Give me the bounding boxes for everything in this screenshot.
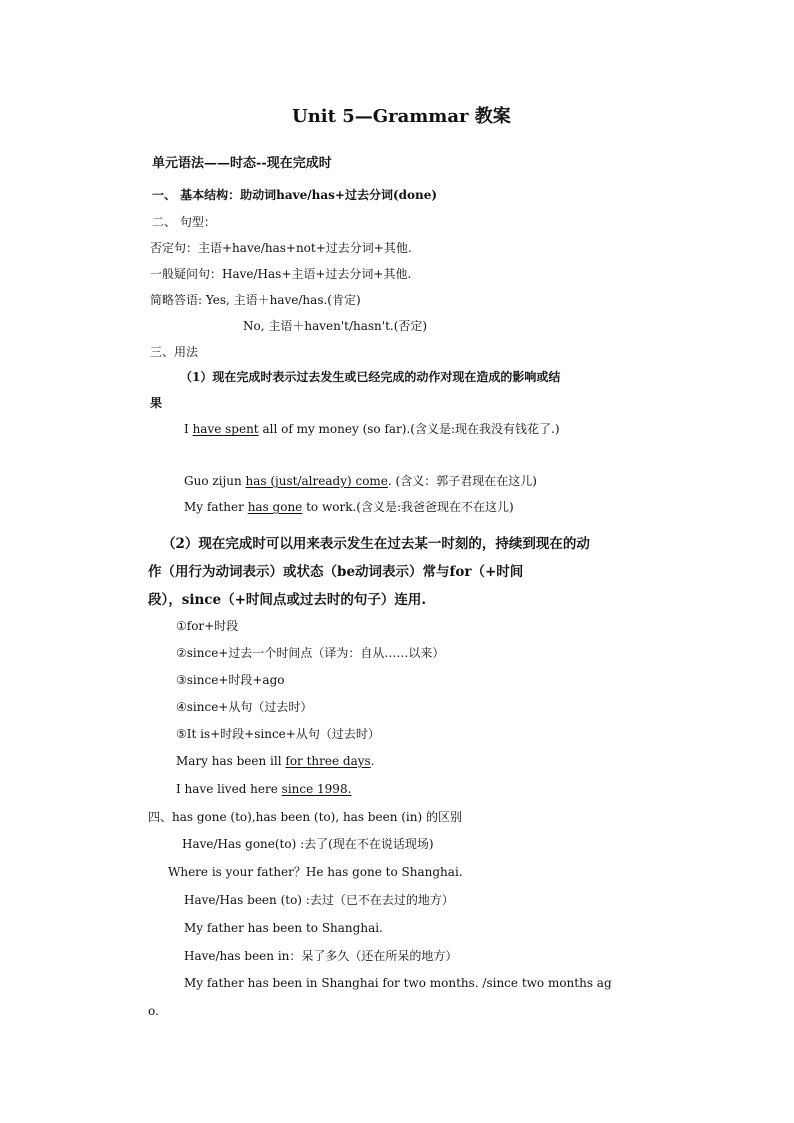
list-item: ④since+从句（过去时） xyxy=(176,700,313,714)
example-sentence: I have spent all of my money (so far).(含义是:现在我没有钱花了.) xyxy=(184,422,560,436)
usage1-text-cont: 果 xyxy=(150,396,163,410)
section-heading: 单元语法——时态--现在完成时 xyxy=(152,156,332,171)
rule-been-to: Have/Has been (to) :去过（已不在去过的地方） xyxy=(184,893,454,907)
example-sentence: My father has been in Shanghai for two months. /since two months ag xyxy=(184,976,612,990)
usage1-text: （1）现在完成时表示过去发生或已经完成的动作对现在造成的影响或结 xyxy=(180,370,561,384)
difference-heading: 四、has gone (to),has been (to), has been (in) 的区别 xyxy=(148,810,462,824)
example-sentence: Where is your father？He has gone to Shanghai. xyxy=(168,865,463,879)
sentence-patterns-heading: 二、 句型： xyxy=(152,215,216,229)
question-pattern: 一般疑问句：Have/Has+主语+过去分词+其他. xyxy=(150,267,412,281)
rule-gone: Have/Has gone(to) :去了(现在不在说话现场) xyxy=(182,837,434,851)
usage-heading: 三、用法 xyxy=(150,345,199,359)
basic-structure: 一、 基本结构：助动词have/has+过去分词(done) xyxy=(152,188,438,202)
usage2-text-cont: 段），since（+时间点或过去时的句子）连用. xyxy=(148,592,427,608)
list-item: ②since+过去一个时间点（译为：自从……以来） xyxy=(176,646,445,660)
example-sentence: My father has gone to work.(含义是:我爸爸现在不在这儿) xyxy=(184,500,514,514)
example-sentence: Guo zijun has (just/already) come. (含义：郭子君现在在这儿) xyxy=(184,474,537,488)
page-title: Unit 5—Grammar 教案 xyxy=(292,106,511,127)
list-item: ⑤It is+时段+since+从句（过去时） xyxy=(176,727,380,741)
example-sentence: I have lived here since 1998. xyxy=(176,782,352,796)
list-item: ①for+时段 xyxy=(176,619,239,633)
rule-been-in: Have/has been in：呆了多久（还在所呆的地方） xyxy=(184,949,458,963)
usage2-text-cont: 作（用行为动词表示）或状态（be动词表示）常与for（+时间 xyxy=(148,564,524,580)
example-sentence: Mary has been ill for three days. xyxy=(176,754,375,768)
short-answer-no: No, 主语＋haven't/hasn't.(否定) xyxy=(243,319,428,333)
example-sentence: My father has been to Shanghai. xyxy=(184,921,383,935)
usage2-text: （2）现在完成时可以用来表示发生在过去某一时刻的，持续到现在的动 xyxy=(162,536,590,552)
short-answer-yes: 简略答语: Yes, 主语＋have/has.(肯定) xyxy=(150,293,361,307)
list-item: ③since+时段+ago xyxy=(176,673,285,687)
example-sentence-cont: o. xyxy=(148,1004,159,1018)
negative-pattern: 否定句：主语+have/has+not+过去分词+其他. xyxy=(150,241,412,255)
